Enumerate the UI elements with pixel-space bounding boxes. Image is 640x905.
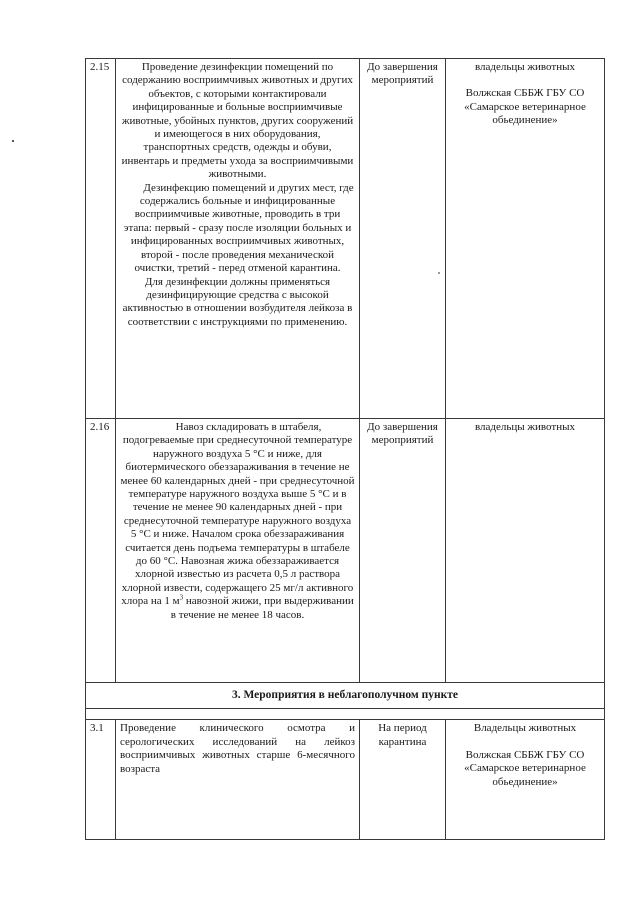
row-number: 2.16: [86, 419, 116, 683]
table-row: [86, 59, 605, 419]
responsible-party: Владельцы животных: [473, 722, 577, 735]
text-part: Навоз складировать в штабеля, подогреваемые при среднесуточной температуре наружного воздуха 5 °С и ниже, для биотермического обеззараживания в течение не менее 60 календарных дней - при среднесуточной температуре наружного воздуха выше 5 °С и в течение не менее 90 календарных дней - при среднесуточной температуре наружного воздуха 5 °С и ниже. Началом срока обеззараживания считается день подъема температуры в штабеле до 60 °С. Навозная жижа обеззараживается хлорной известью из расчета 0,5 л раствора хлорной извести, содержащего 25 мг/л активного хлора на 1 м: [120, 421, 355, 608]
paragraph: Дезинфекцию помещений и других мест, где содержались больные и инфицированные восприимчивые животные, проводить в три этапа: первый - сразу после изоляции больных и инфицированных восприимчивых животных, второй - после проведения механической очистки, третий - перед отменой карантина.: [123, 181, 354, 275]
table-row: [86, 720, 605, 840]
row-number: 2.15: [86, 59, 116, 419]
deadline-cell: На период карантина: [360, 720, 446, 840]
deadline-cell: До завершения мероприятий: [360, 419, 446, 683]
responsible-cell: [446, 720, 605, 840]
table-row: [86, 419, 605, 683]
paragraph: Проведение дезинфекции помещений по содержанию восприимчивых животных и других объектов, с которыми контактировали инфицированные и больные восприимчивые животные, убойных пунктов, других сооружений и имеющегося в них оборудования, транспортных средств, одежды и обуви, инвентарь и предметы ухода за восприимчивыми животными.: [121, 61, 354, 181]
responsible-cell: [446, 419, 605, 683]
text-part: навозной жижи, при выдерживании в течение не менее 18 часов.: [170, 595, 354, 621]
measures-table: [85, 58, 605, 840]
responsible-cell: [446, 59, 605, 419]
section-row: [86, 683, 605, 709]
measure-description: [116, 419, 360, 683]
row-number: 3.1: [86, 720, 116, 840]
section-title: 3. Мероприятия в неблагополучном пункте: [86, 683, 605, 709]
responsible-party: владельцы животных: [475, 61, 575, 73]
paragraph: Для дезинфекции должны применяться дезинфицирующие средства с высокой активностью в отношении возбудителя лейкоза в соответствии с инструкциями по применению.: [122, 275, 353, 328]
superscript: 3: [179, 593, 184, 602]
measure-description: [116, 59, 360, 419]
responsible-party: владельцы животных: [475, 421, 575, 433]
measure-description: Проведение клинического осмотра и серологических исследований на лейкоз восприимчивых животных старше 6-месячного возраста: [116, 720, 360, 840]
responsible-party: Волжская СББЖ ГБУ СО «Самарское ветеринарное обьединение»: [464, 87, 586, 127]
deadline-cell: До завершения мероприятий: [360, 59, 446, 419]
spacer-row: [86, 709, 605, 720]
responsible-party: Волжская СББЖ ГБУ СО «Самарское ветеринарное обьединение»: [464, 748, 586, 788]
scan-speck: [12, 140, 14, 142]
